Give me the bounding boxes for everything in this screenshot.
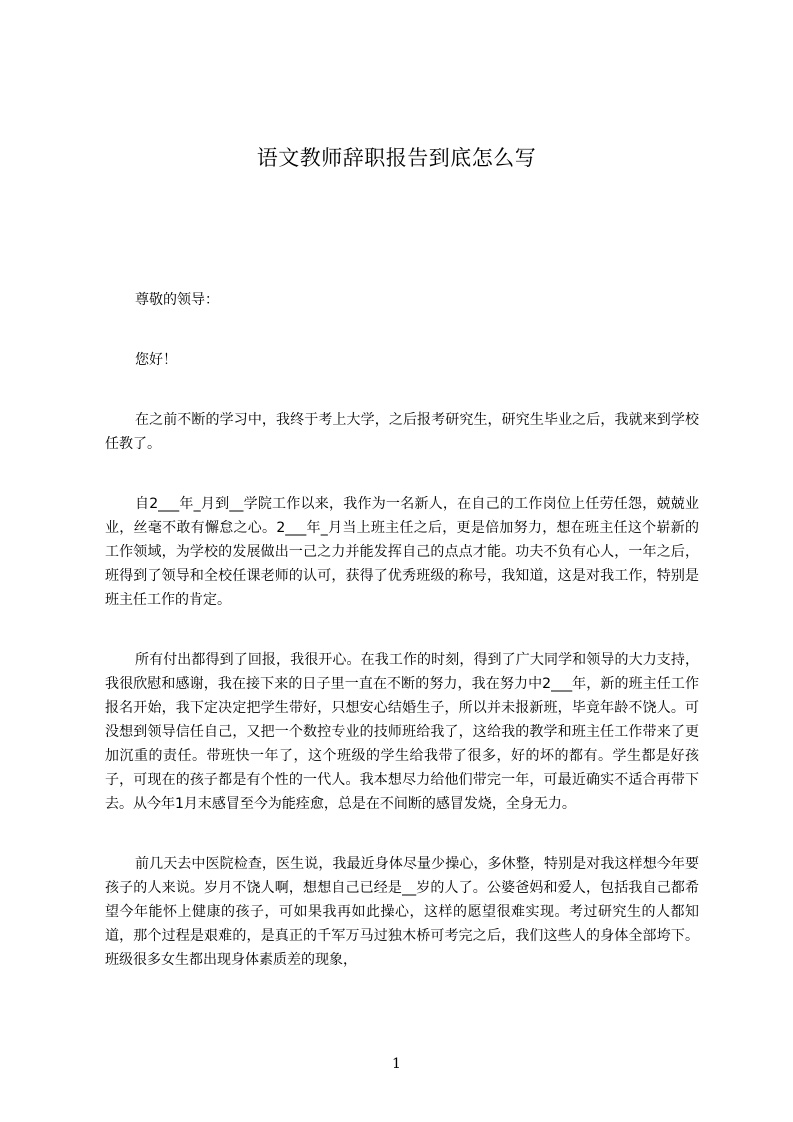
page-number: 1 — [392, 1056, 401, 1072]
paragraph-2: 自2___年_月到__学院工作以来，我作为一名新人，在自己的工作岗位上任劳任怨，兢兢业业，丝毫不敢有懈怠之心。2___年_月当上班主任之后，更是倍加努力，想在班主任这个崭新的工作领域，为学校的发展做出一己之力并能发挥自己的点点才能。功夫不负有心人，一年之后，班得到了领导和全校任课老师的认可，获得了优秀班级的称号，我知道，这是对我工作，特别是班主任工作的肯定。 — [105, 496, 699, 608]
greeting: 您好！ — [135, 352, 177, 368]
paragraph-4: 前几天去中医院检查，医生说，我最近身体尽量少操心，多休整，特别是对我这样想今年要孩子的人来说。岁月不饶人啊，想想自己已经是__岁的人了。公婆爸妈和爱人，包括我自己都希望今年能怀上健康的孩子，可如果我再如此操心，这样的愿望很难实现。考过研究生的人都知道，那个过程是艰难的，是真正的千军万马过独木桥可考完之后，我们这些人的身体全部垮下。班级很多女生都出现身体素质差的现象， — [105, 856, 699, 968]
document-title: 语文教师辞职报告到底怎么写 — [256, 146, 537, 170]
paragraph-1: 在之前不断的学习中，我终于考上大学，之后报考研究生，研究生毕业之后，我就来到学校任教了。 — [105, 412, 699, 452]
salutation: 尊敬的领导： — [135, 292, 219, 308]
document-body — [105, 288, 699, 972]
paragraph-3: 所有付出都得到了回报，我很开心。在我工作的时刻，得到了广大同学和领导的大力支持，我很欣慰和感谢，我在接下来的日子里一直在不断的努力，我在努力中2___年，新的班主任工作报名开始，我下定决定把学生带好，只想安心结婚生子，所以并未报新班，毕竟年龄不饶人。可没想到领导信任自己，又把一个数控专业的技师班给我了，这给我的教学和班主任工作带来了更加沉重的责任。带班快一年了，这个班级的学生给我带了很多，好的坏的都有。学生都是好孩子，可现在的孩子都是有个性的一代人。我本想尽力给他们带完一年，可最近确实不适合再带下去。从今年1月末感冒至今为能痊愈，总是在不间断的感冒发烧，全身无力。 — [105, 652, 699, 812]
